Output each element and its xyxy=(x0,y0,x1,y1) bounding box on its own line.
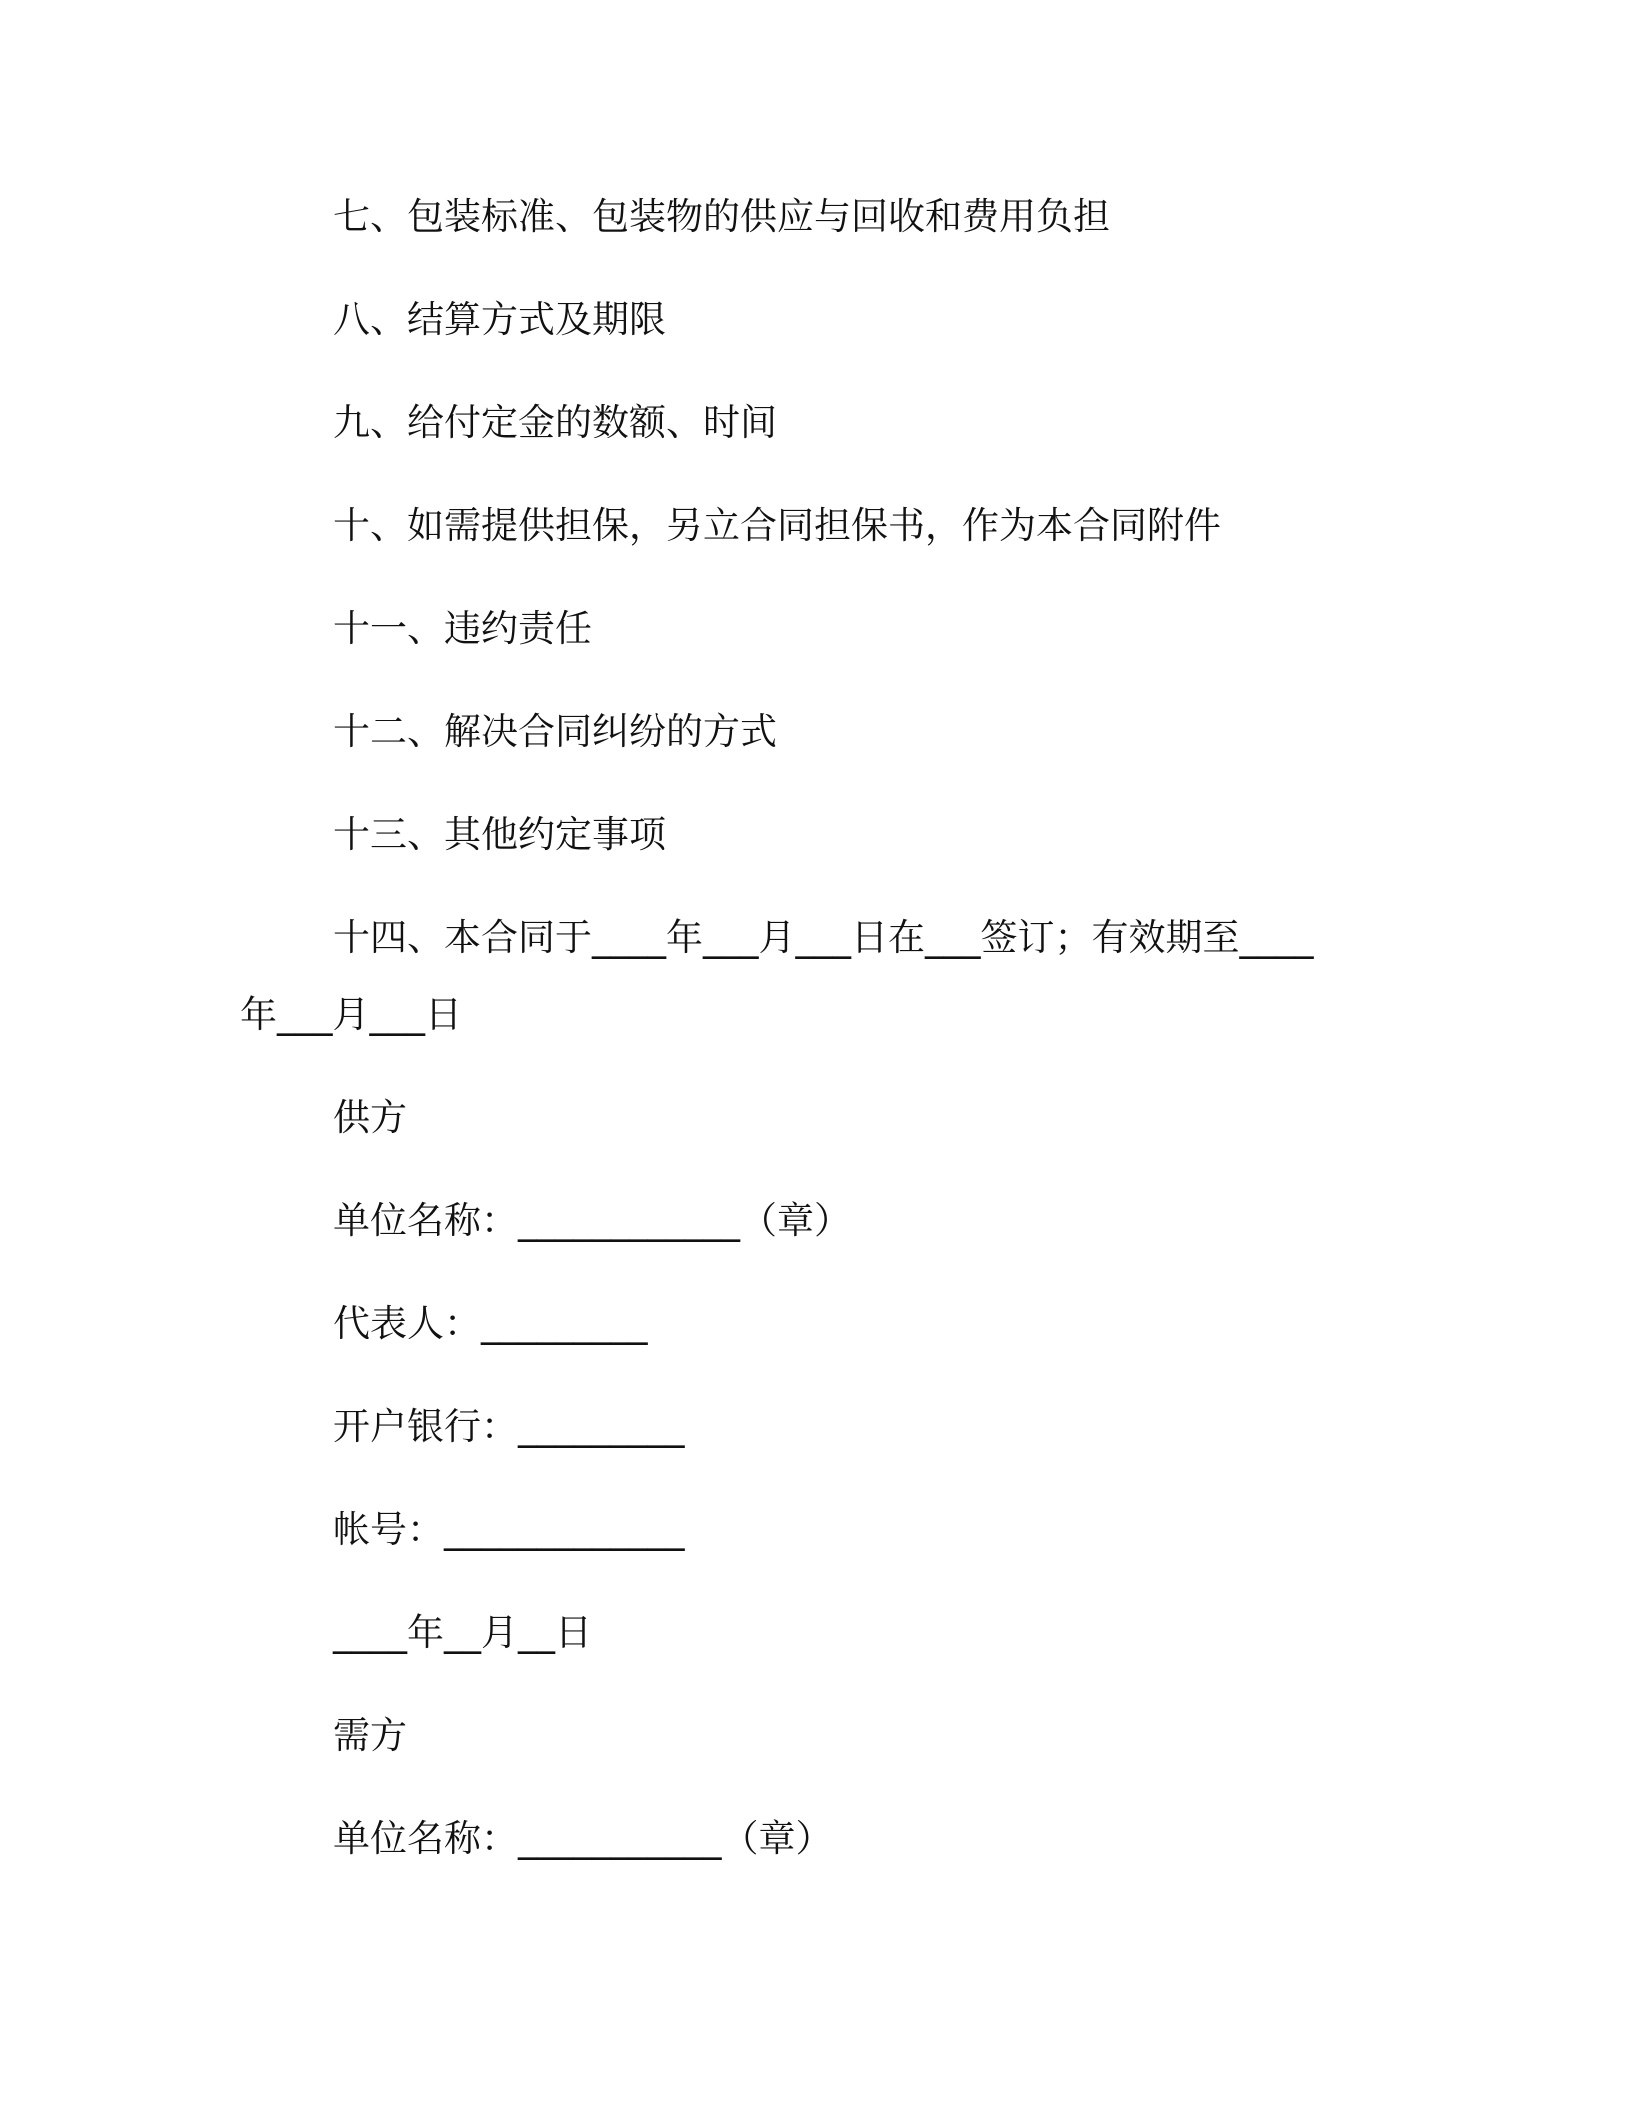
clause-12: 十二、解决合同纠纷的方式 xyxy=(333,710,777,753)
supplier-unit-name: 单位名称：____________（章） xyxy=(333,1199,851,1242)
supplier-date: ____年__月__日 xyxy=(333,1611,592,1654)
clause-7: 七、包装标准、包装物的供应与回收和费用负担 xyxy=(333,195,1110,238)
clause-9: 九、给付定金的数额、时间 xyxy=(333,401,777,444)
supplier-bank: 开户银行：_________ xyxy=(333,1405,685,1448)
supplier-account: 帐号：_____________ xyxy=(333,1508,685,1551)
clause-11: 十一、违约责任 xyxy=(333,607,592,650)
clause-10: 十、如需提供担保，另立合同担保书，作为本合同附件 xyxy=(333,504,1221,547)
buyer-unit-name: 单位名称：___________（章） xyxy=(333,1817,833,1860)
clause-8: 八、结算方式及期限 xyxy=(333,298,666,341)
supplier-representative: 代表人：_________ xyxy=(333,1302,648,1345)
supplier-heading: 供方 xyxy=(333,1096,407,1139)
clause-13: 十三、其他约定事项 xyxy=(333,813,666,856)
buyer-heading: 需方 xyxy=(333,1714,407,1757)
clause-14-line-2: 年___月___日 xyxy=(240,993,462,1036)
clause-14-line-1: 十四、本合同于____年___月___日在___签订；有效期至____ xyxy=(333,916,1314,959)
